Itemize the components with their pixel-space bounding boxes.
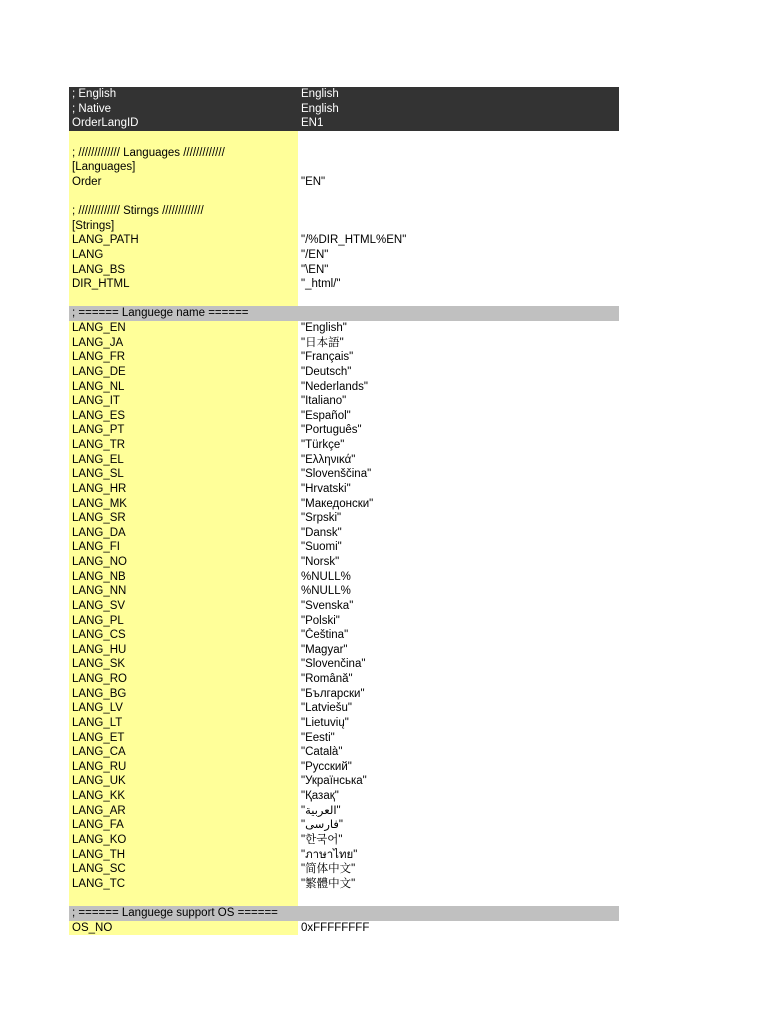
value-cell: [298, 204, 619, 219]
value-cell: English: [301, 102, 339, 115]
language-name-section-title: [69, 306, 619, 321]
language-name-row: [69, 321, 619, 336]
blank-row: [69, 131, 619, 146]
key-cell: LANG_EL: [69, 453, 298, 468]
key-cell: LANG_PL: [69, 614, 298, 629]
value-cell: "Slovenščina": [301, 468, 372, 481]
value-cell: "Polski": [301, 614, 340, 627]
key-cell: Order: [69, 175, 298, 190]
value-cell: "Italiano": [301, 395, 347, 408]
string-row: [69, 233, 619, 248]
value-cell: "Français": [301, 351, 354, 364]
key-cell: LANG_EN: [69, 321, 298, 336]
key-cell: ; ///////////// Stirngs /////////////: [69, 204, 298, 219]
key-cell: LANG_SL: [69, 467, 298, 482]
value-cell: "English": [301, 322, 347, 334]
key-cell: LANG_LV: [69, 701, 298, 716]
value-cell: "_html/": [301, 278, 341, 291]
language-name-row: [69, 423, 619, 438]
value-cell: "Español": [301, 409, 351, 422]
key-cell: [69, 189, 298, 204]
key-cell: [69, 292, 298, 307]
language-name-row: [69, 760, 619, 775]
value-cell: "\EN": [301, 263, 329, 276]
value-cell: [298, 131, 619, 146]
value-cell: [298, 189, 619, 204]
value-cell: [298, 219, 619, 234]
language-name-row: [69, 877, 619, 892]
key-cell: LANG_BG: [69, 687, 298, 702]
key-cell: LANG_IT: [69, 394, 298, 409]
key-cell: LANG_HU: [69, 643, 298, 658]
key-cell: LANG_FA: [69, 818, 298, 833]
strings-comment-row: [69, 204, 619, 219]
value-cell: "繁體中文": [301, 877, 356, 890]
blank-row: [69, 891, 619, 906]
key-cell: LANG_HR: [69, 482, 298, 497]
key-cell: LANG_TC: [69, 877, 298, 892]
header-row: [69, 116, 619, 131]
key-cell: LANG_NB: [69, 570, 298, 585]
value-cell: "Қазақ": [301, 790, 339, 802]
key-cell: LANG_SR: [69, 511, 298, 526]
key-cell: [69, 131, 298, 146]
value-cell: [298, 160, 619, 175]
language-name-row: [69, 526, 619, 541]
os-row: [69, 921, 619, 936]
value-cell: %NULL%: [301, 570, 351, 583]
language-name-row: [69, 394, 619, 409]
key-cell: LANG_SK: [69, 657, 298, 672]
language-name-row: [69, 745, 619, 760]
section-title: ; ====== Languege name ======: [72, 307, 249, 320]
key-cell: LANG_NL: [69, 380, 298, 395]
language-name-row: [69, 336, 619, 351]
key-cell: LANG_FI: [69, 540, 298, 555]
key-cell: LANG_KO: [69, 833, 298, 848]
value-cell: "Latviešu": [301, 702, 352, 715]
value-cell: EN1: [301, 117, 324, 130]
language-name-row: [69, 818, 619, 833]
key-cell: LANG_TH: [69, 848, 298, 863]
value-cell: "Norsk": [301, 556, 340, 568]
key-cell: LANG_LT: [69, 716, 298, 731]
key-cell: LANG_RO: [69, 672, 298, 687]
key-cell: LANG_NN: [69, 584, 298, 599]
value-cell: "日本語": [301, 336, 344, 349]
language-os-section-title: [69, 906, 619, 921]
language-name-row: [69, 570, 619, 585]
language-name-row: [69, 657, 619, 672]
language-name-row: [69, 789, 619, 804]
order-row: [69, 175, 619, 190]
value-cell: "Türkçe": [301, 439, 345, 451]
language-name-row: [69, 672, 619, 687]
key-cell: LANG_CS: [69, 628, 298, 643]
key-cell: [Languages]: [69, 160, 298, 175]
blank-row: [69, 292, 619, 307]
value-cell: "العربية": [301, 804, 341, 817]
language-name-row: [69, 599, 619, 614]
key-cell: LANG_BS: [69, 263, 298, 278]
value-cell: "Lietuvių": [301, 716, 349, 729]
key-cell: DIR_HTML: [69, 277, 298, 292]
key-cell: ; ///////////// Languages /////////////: [69, 146, 298, 161]
key-cell: LANG_RU: [69, 760, 298, 775]
value-cell: "Català": [301, 746, 343, 759]
language-name-row: [69, 628, 619, 643]
language-name-row: [69, 716, 619, 731]
value-cell: "Slovenčina": [301, 658, 366, 671]
key-cell: ; English: [72, 88, 117, 100]
value-cell: "فارسی": [301, 819, 343, 832]
key-cell: LANG_PT: [69, 423, 298, 438]
key-cell: OS_NO: [69, 921, 298, 936]
value-cell: "/EN": [301, 248, 329, 261]
language-name-row: [69, 862, 619, 877]
key-cell: LANG_UK: [69, 774, 298, 789]
value-cell: English: [301, 88, 339, 100]
language-name-row: [69, 438, 619, 453]
key-cell: LANG_PATH: [69, 233, 298, 248]
value-cell: "Български": [301, 687, 365, 700]
key-cell: OrderLangID: [72, 117, 139, 130]
value-cell: "Українська": [301, 775, 367, 788]
key-cell: LANG_DA: [69, 526, 298, 541]
language-name-row: [69, 350, 619, 365]
language-name-row: [69, 584, 619, 599]
key-cell: LANG_FR: [69, 350, 298, 365]
strings-header-row: [69, 219, 619, 234]
language-name-row: [69, 497, 619, 512]
string-row: [69, 263, 619, 278]
value-cell: "ภาษาไทย": [301, 848, 358, 861]
key-cell: LANG_ES: [69, 409, 298, 424]
value-cell: "Deutsch": [301, 365, 352, 378]
value-cell: "Suomi": [301, 541, 342, 554]
header-row: [69, 87, 619, 102]
value-cell: "한국어": [301, 833, 343, 846]
key-cell: LANG_CA: [69, 745, 298, 760]
section-title: ; ====== Languege support OS ======: [72, 907, 278, 919]
languages-comment-row: [69, 146, 619, 161]
header-row: [69, 102, 619, 117]
language-name-row: [69, 833, 619, 848]
key-cell: LANG_AR: [69, 804, 298, 819]
value-cell: "Svenska": [301, 599, 354, 612]
blank-row: [69, 189, 619, 204]
value-cell: "Dansk": [301, 526, 342, 539]
key-cell: LANG_DE: [69, 365, 298, 380]
language-name-row: [69, 614, 619, 629]
key-cell: LANG_KK: [69, 789, 298, 804]
value-cell: [298, 891, 619, 906]
key-cell: LANG_ET: [69, 731, 298, 746]
language-name-row: [69, 774, 619, 789]
value-cell: "Português": [301, 424, 362, 437]
key-cell: LANG_SC: [69, 862, 298, 877]
key-cell: LANG_SV: [69, 599, 298, 614]
value-cell: "Ελληνικά": [301, 453, 356, 466]
language-name-row: [69, 409, 619, 424]
value-cell: "Nederlands": [301, 380, 368, 393]
value-cell: 0xFFFFFFFF: [301, 921, 370, 934]
key-cell: [Strings]: [69, 219, 298, 234]
language-name-row: [69, 453, 619, 468]
value-cell: [298, 146, 619, 161]
value-cell: "Hrvatski": [301, 482, 351, 495]
value-cell: "Čeština": [301, 629, 349, 642]
key-cell: [69, 891, 298, 906]
value-cell: "Srpski": [301, 512, 342, 525]
key-cell: LANG_TR: [69, 438, 298, 453]
value-cell: "EN": [301, 175, 326, 188]
language-name-row: [69, 848, 619, 863]
language-name-row: [69, 482, 619, 497]
key-cell: ; Native: [72, 102, 111, 115]
value-cell: %NULL%: [301, 585, 351, 598]
string-row: [69, 277, 619, 292]
value-cell: "简体中文": [301, 863, 356, 876]
value-cell: "/%DIR_HTML%EN": [301, 234, 407, 247]
languages-header-row: [69, 160, 619, 175]
language-name-row: [69, 731, 619, 746]
key-cell: LANG_MK: [69, 497, 298, 512]
value-cell: "Română": [301, 673, 353, 685]
language-name-row: [69, 467, 619, 482]
value-cell: "Русский": [301, 760, 352, 773]
language-name-row: [69, 804, 619, 819]
string-row: [69, 248, 619, 263]
value-cell: "Magyar": [301, 643, 348, 656]
language-name-row: [69, 643, 619, 658]
key-cell: LANG_NO: [69, 555, 298, 570]
value-cell: "Македонски": [301, 497, 374, 510]
key-cell: LANG: [69, 248, 298, 263]
language-name-row: [69, 555, 619, 570]
language-name-row: [69, 365, 619, 380]
value-cell: [298, 292, 619, 307]
language-name-row: [69, 701, 619, 716]
language-name-row: [69, 380, 619, 395]
language-name-row: [69, 540, 619, 555]
language-name-row: [69, 687, 619, 702]
language-ini-sheet: [69, 87, 619, 935]
language-name-row: [69, 511, 619, 526]
key-cell: LANG_JA: [69, 336, 298, 351]
value-cell: "Eesti": [301, 731, 335, 744]
